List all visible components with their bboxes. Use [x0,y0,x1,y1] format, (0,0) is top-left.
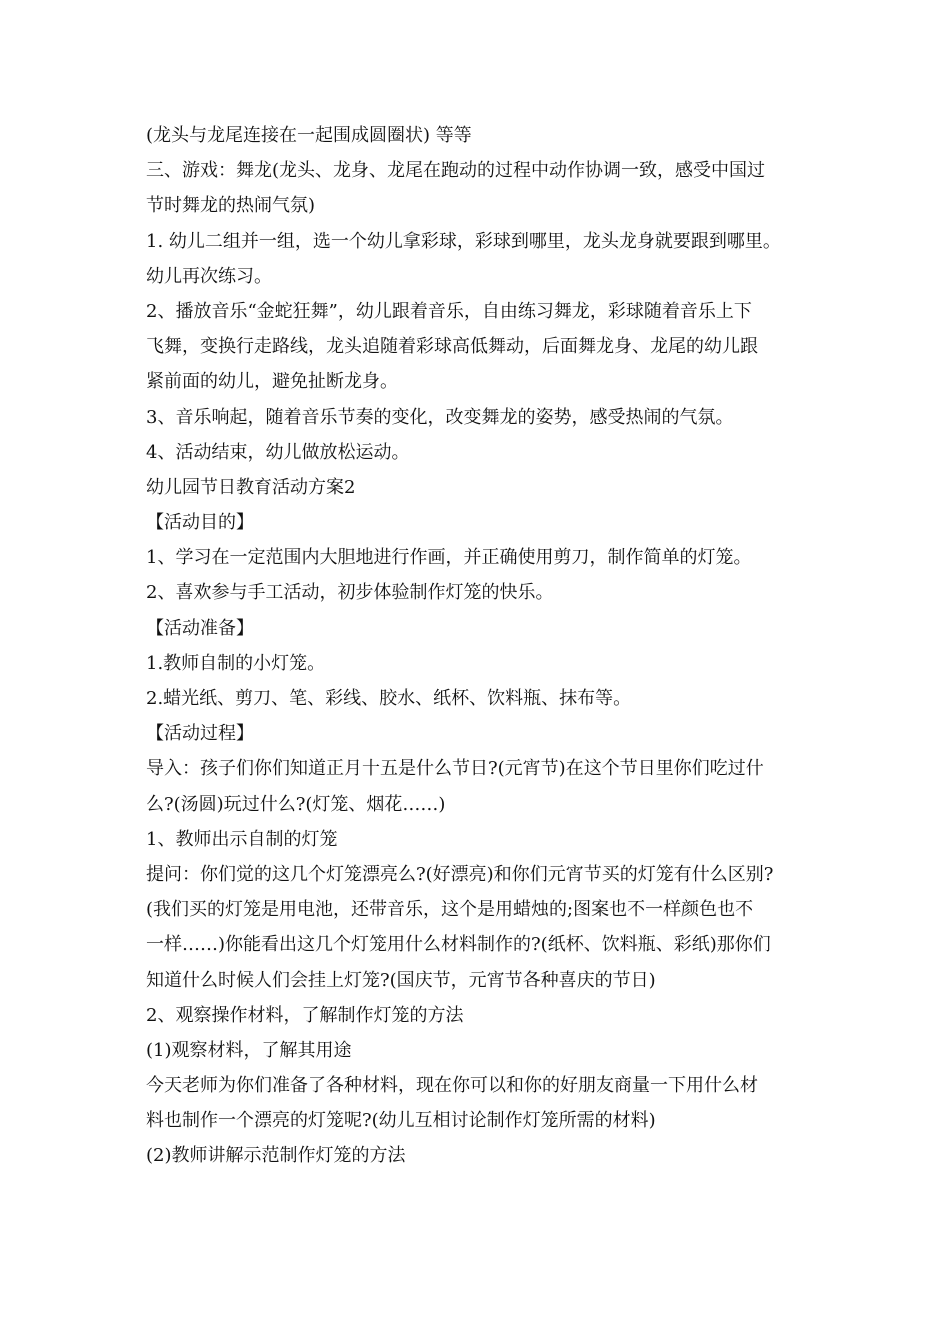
section-heading: 【活动准备】 [146,617,254,639]
text-line: 2、播放音乐“金蛇狂舞”，幼儿跟着音乐，自由练习舞龙，彩球随着音乐上下 [146,300,752,322]
text-line: 1、教师出示自制的灯笼 [146,828,338,850]
text-line: 今天老师为你们准备了各种材料，现在你可以和你的好朋友商量一下用什么材 [146,1075,758,1097]
text-line: 一样……)你能看出这几个灯笼用什么材料制作的?(纸杯、饮料瓶、彩纸)那你们 [146,934,771,956]
section-heading: 【活动目的】 [146,512,254,534]
text-line: 3、音乐响起，随着音乐节奏的变化，改变舞龙的姿势，感受热闹的气氛。 [146,406,734,428]
text-line: 导入：孩子们你们知道正月十五是什么节日?(元宵节)在这个节日里你们吃过什 [146,758,764,780]
text-line: 知道什么时候人们会挂上灯笼?(国庆节，元宵节各种喜庆的节日) [146,969,656,991]
text-line: 2、观察操作材料，了解制作灯笼的方法 [146,1004,464,1026]
text-line: 2.蜡光纸、剪刀、笔、彩线、胶水、纸杯、饮料瓶、抹布等。 [146,688,632,709]
text-line: 三、游戏：舞龙(龙头、龙身、龙尾在跑动的过程中动作协调一致，感受中国过 [146,160,766,182]
text-line: 幼儿再次练习。 [146,265,272,287]
text-line: 1. 幼儿二组并一组，选一个幼儿拿彩球，彩球到哪里，龙头龙身就要跟到哪里。 [146,230,781,252]
text-line: 紧前面的幼儿，避免扯断龙身。 [146,371,398,393]
text-line: (2)教师讲解示范制作灯笼的方法 [146,1145,406,1167]
text-line: 1、学习在一定范围内大胆地进行作画，并正确使用剪刀，制作简单的灯笼。 [146,547,752,569]
text-line: 飞舞，变换行走路线，龙头追随着彩球高低舞动，后面舞龙身、龙尾的幼儿跟 [146,336,758,358]
text-line: (龙头与龙尾连接在一起围成圆圈状) 等等 [146,125,472,146]
text-line: 节时舞龙的热闹气氛) [146,195,316,217]
text-line: 1.教师自制的小灯笼。 [146,652,326,674]
text-line: 么?(汤圆)玩过什么?(灯笼、烟花……) [146,793,446,815]
text-line: (1)观察材料，了解其用途 [146,1039,352,1061]
section-heading: 【活动过程】 [146,723,254,745]
text-line: 2、喜欢参与手工活动，初步体验制作灯笼的快乐。 [146,582,554,604]
document-body [146,118,826,1174]
text-line: 料也制作一个漂亮的灯笼呢?(幼儿互相讨论制作灯笼所需的材料) [146,1110,656,1132]
text-line: 4、活动结束，幼儿做放松运动。 [146,441,410,463]
section-title: 幼儿园节日教育活动方案2 [146,476,356,498]
text-line: (我们买的灯笼是用电池，还带音乐，这个是用蜡烛的;图案也不一样颜色也不 [146,899,754,921]
text-line: 提问：你们觉的这几个灯笼漂亮么?(好漂亮)和你们元宵节买的灯笼有什么区别? [146,863,774,885]
